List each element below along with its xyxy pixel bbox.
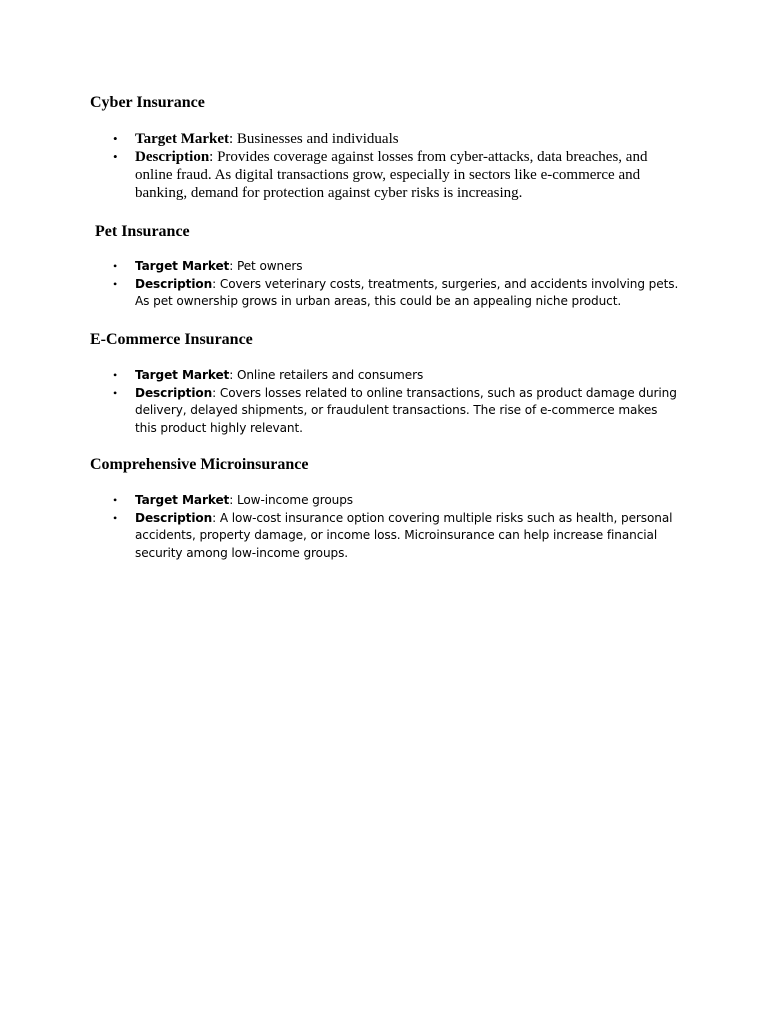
bullet-icon: •	[113, 385, 118, 400]
target-market-label: Target Market	[135, 493, 230, 507]
target-market-label: Target Market	[135, 131, 229, 147]
list-item	[90, 510, 680, 563]
target-market-label: Target Market	[135, 259, 230, 273]
description-label: Description	[135, 276, 213, 291]
section-heading: Cyber Insurance	[90, 94, 205, 111]
target-market-value: : Pet owners	[229, 259, 303, 273]
list-item	[90, 148, 680, 202]
section-ecommerce-insurance	[90, 330, 680, 437]
list-item	[90, 258, 680, 276]
bullet-list	[90, 492, 680, 562]
bullet-icon: •	[113, 259, 118, 273]
list-item	[90, 385, 680, 438]
section-heading: E-Commerce Insurance	[90, 331, 253, 348]
bullet-list	[90, 130, 680, 202]
bullet-icon: •	[113, 510, 118, 525]
section-pet-insurance	[90, 222, 680, 311]
section-microinsurance	[90, 455, 680, 562]
description-value: : Covers losses related to online transactions, such as product damage during delivery, delayed shipments, or fraudulent transactions. The rise of e-commerce makes this product highly relevant.	[135, 385, 677, 435]
list-item	[90, 367, 680, 385]
target-market-value: : Online retailers and consumers	[229, 368, 424, 382]
description-value: : Covers veterinary costs, treatments, surgeries, and accidents involving pets. As pet ownership grows in urban areas, this could be an appealing niche product.	[135, 276, 679, 308]
list-item	[90, 130, 680, 148]
list-item	[90, 492, 680, 510]
target-market-label: Target Market	[135, 368, 230, 382]
bullet-icon: •	[113, 276, 118, 291]
bullet-list	[90, 367, 680, 437]
description-label: Description	[135, 510, 213, 525]
description-value: : A low-cost insurance option covering multiple risks such as health, personal accidents, property damage, or income loss. Microinsurance can help increase financial security among low-income groups.	[135, 510, 673, 560]
target-market-value: : Low-income groups	[229, 493, 353, 507]
section-cyber-insurance	[90, 93, 680, 202]
section-heading: Pet Insurance	[95, 223, 190, 240]
bullet-icon: •	[113, 131, 118, 146]
bullet-icon: •	[113, 368, 118, 382]
description-label: Description	[135, 149, 210, 165]
target-market-value: : Businesses and individuals	[229, 131, 399, 147]
description-label: Description	[135, 385, 213, 400]
bullet-icon: •	[113, 149, 118, 164]
section-heading: Comprehensive Microinsurance	[90, 456, 309, 473]
bullet-icon: •	[113, 493, 118, 507]
description-value: : Provides coverage against losses from cyber-attacks, data breaches, and online fraud. As digital transactions grow, especially in sectors like e-commerce and banking, demand for protection against cyber risks is increasing.	[135, 149, 648, 201]
list-item	[90, 276, 680, 311]
bullet-list	[90, 258, 680, 311]
